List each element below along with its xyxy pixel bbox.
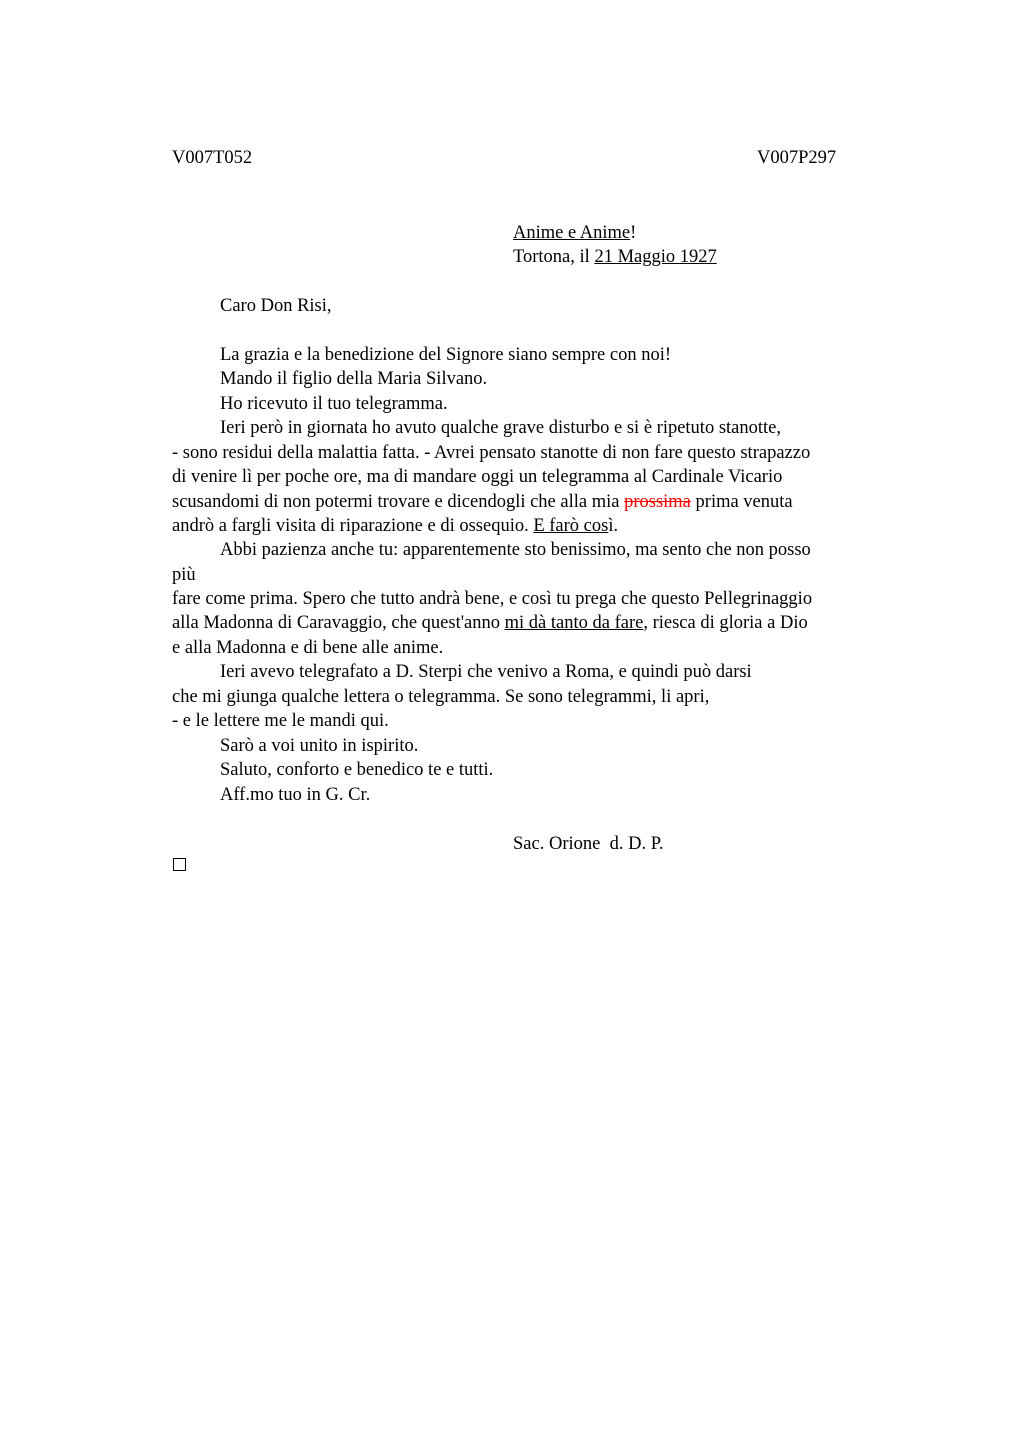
place-prefix: Tortona, il xyxy=(513,247,595,267)
document-code-left: V007T052 xyxy=(172,148,253,168)
body-line-2: Mando il figlio della Maria Silvano. xyxy=(220,369,488,389)
body-line-7-start: scusandomi di non potermi trovare e dicendogli che alla mia xyxy=(172,492,625,512)
body-line-17: Sarò a voi unito in ispirito. xyxy=(220,736,419,756)
body-line-13: e alla Madonna e di bene alle anime. xyxy=(172,638,444,658)
date-underlined: 21 Maggio 1927 xyxy=(594,247,717,267)
body-line-8-end: ì. xyxy=(608,516,619,536)
underlined-phrase: E farò cos xyxy=(533,516,609,536)
body-line-15: che mi giunga qualche lettera o telegramma. Se sono telegrammi, li apri, xyxy=(172,687,710,707)
document-code-right: V007P297 xyxy=(757,148,837,168)
struck-word: prossima xyxy=(624,492,691,512)
body-line-5: - sono residui della malattia fatta. - Avrei pensato stanotte di non fare questo strapazzo xyxy=(172,443,811,463)
salutation: Caro Don Risi, xyxy=(220,296,332,316)
signature: Sac. Orione d. D. P. xyxy=(513,834,664,854)
body-line-3: Ho ricevuto il tuo telegramma. xyxy=(220,394,448,414)
body-line-8-start: andrò a fargli visita di riparazione e di ossequio. xyxy=(172,516,534,536)
body-line-7 xyxy=(172,491,793,513)
motto xyxy=(513,222,636,244)
body-line-18: Saluto, conforto e benedico te e tutti. xyxy=(220,760,494,780)
motto-underlined: Anime e Anime xyxy=(513,223,631,243)
body-line-16: - e le lettere me le mandi qui. xyxy=(172,711,389,731)
checkbox-icon xyxy=(173,858,186,871)
body-line-12-end: , riesca di gloria a Dio xyxy=(643,613,808,633)
body-line-10: più xyxy=(172,565,196,585)
body-line-12-start: alla Madonna di Caravaggio, che quest'anno xyxy=(172,613,505,633)
body-line-9: Abbi pazienza anche tu: apparentemente sto benissimo, ma sento che non posso xyxy=(220,540,811,560)
body-line-7-end: prima venuta xyxy=(690,492,793,512)
place-date xyxy=(513,246,717,268)
motto-tail: ! xyxy=(630,223,637,243)
body-line-6: di venire lì per poche ore, ma di mandare oggi un telegramma al Cardinale Vicario xyxy=(172,467,783,487)
body-line-1: La grazia e la benedizione del Signore siano sempre con noi! xyxy=(220,345,672,365)
body-line-12 xyxy=(172,612,808,634)
body-line-14: Ieri avevo telegrafato a D. Sterpi che venivo a Roma, e quindi può darsi xyxy=(220,662,752,682)
body-line-4: Ieri però in giornata ho avuto qualche grave disturbo e si è ripetuto stanotte, xyxy=(220,418,781,438)
closing: Aff.mo tuo in G. Cr. xyxy=(220,785,371,805)
body-line-11: fare come prima. Spero che tutto andrà bene, e così tu prega che questo Pellegrinaggio xyxy=(172,589,813,609)
underlined-phrase-2: mi dà tanto da fare xyxy=(504,613,644,633)
body-line-8 xyxy=(172,515,618,537)
